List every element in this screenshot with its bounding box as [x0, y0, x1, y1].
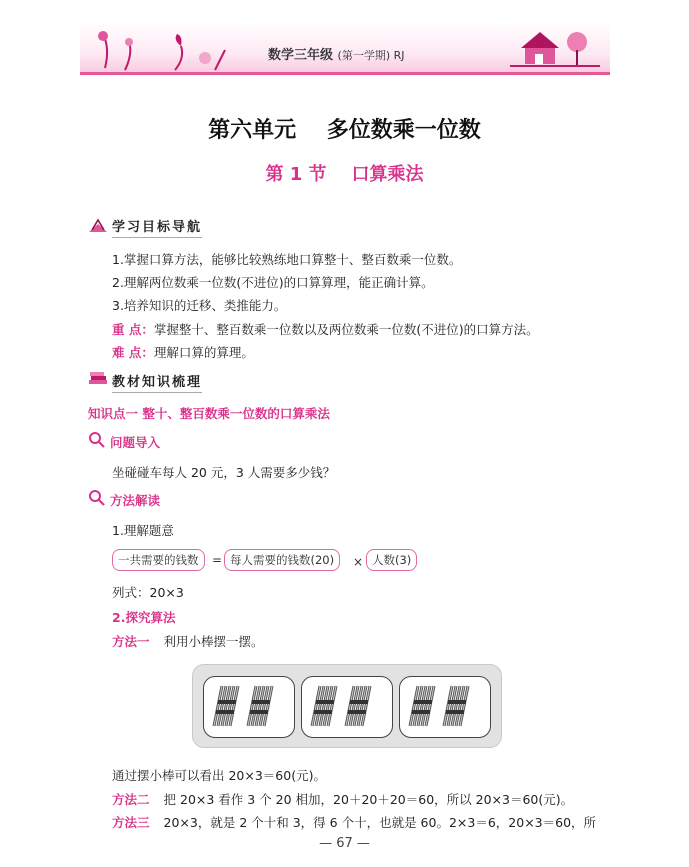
- sticks-conclusion: 通过摆小棒可以看出 20×3＝60(元)。: [112, 768, 326, 783]
- method-two-label: 方法二: [112, 792, 150, 807]
- knowledge-point-title: 知识点一 整十、整百数乘一位数的口算乘法: [88, 406, 330, 421]
- goal-item: 1.掌握口算方法，能够比较熟练地口算整十、整百数乘一位数。: [112, 252, 462, 267]
- method-two: [112, 790, 573, 808]
- question-intro-heading: 问题导入: [110, 435, 161, 450]
- magnifier-icon: [88, 489, 106, 507]
- unit-title: 第六单元 多位数乘一位数: [208, 117, 481, 143]
- key-point: [112, 320, 539, 338]
- header-title: [268, 44, 405, 63]
- section-title: 第 1 节 口算乘法: [265, 164, 424, 185]
- formula-per-person-box: 每人需要的钱数(20): [224, 549, 340, 571]
- difficulty-text: 理解口算的算理。: [153, 345, 254, 360]
- method-one: [112, 632, 264, 650]
- method-three-label: 方法三: [112, 815, 150, 830]
- method-two-text: 把 20×3 看作 3 个 20 相加，20＋20＋20＝60，所以 20×3＝60(元)。: [163, 792, 574, 807]
- goal-item: 3.培养知识的迁移、类推能力。: [112, 298, 287, 313]
- method-one-text: 利用小棒摆一摆。: [163, 634, 264, 649]
- method-three: [112, 813, 596, 831]
- step-explore: 2.探究算法: [112, 610, 176, 625]
- method-heading: 方法解读: [110, 493, 161, 508]
- method-one-label: 方法一: [112, 634, 150, 649]
- key-point-label: 重 点：: [112, 322, 154, 337]
- stick-bundles-illustration: [192, 664, 500, 746]
- knowledge-books-icon: [88, 370, 108, 386]
- house-decoration-icon: [505, 22, 605, 72]
- expression: 列式：20×3: [112, 585, 184, 600]
- formula-people-box: 人数(3): [366, 549, 417, 571]
- step-understand: 1.理解题意: [112, 523, 174, 538]
- key-point-text: 掌握整十、整百数乘一位数以及两位数乘一位数(不进位)的口算方法。: [153, 322, 539, 337]
- goal-item: 2.理解两位数乘一位数(不进位)的口算算理，能正确计算。: [112, 275, 434, 290]
- formula-equals: =: [212, 553, 223, 567]
- flower-decoration-icon: [85, 28, 235, 72]
- header-subtitle: (第一学期) RJ: [337, 49, 405, 62]
- question-text: 坐碰碰车每人 20 元，3 人需要多少钱？: [112, 465, 336, 480]
- goals-heading: 学习目标导航: [112, 216, 202, 238]
- header-title-main: 数学三年级: [268, 48, 334, 63]
- knowledge-heading: 教材知识梳理: [112, 371, 202, 393]
- goals-book-icon: [88, 218, 108, 234]
- difficulty-label: 难 点：: [112, 345, 154, 360]
- formula-times: ×: [353, 555, 364, 569]
- method-three-text: 20×3，就是 2 个十和 3，得 6 个十，也就是 60。2×3＝6，20×3＝60，所: [163, 815, 597, 830]
- page-number: — 67 —: [319, 836, 370, 851]
- difficulty-point: [112, 343, 254, 361]
- header-rule: [80, 72, 610, 75]
- magnifier-icon: [88, 431, 106, 449]
- formula-total-box: 一共需要的钱数: [112, 549, 205, 571]
